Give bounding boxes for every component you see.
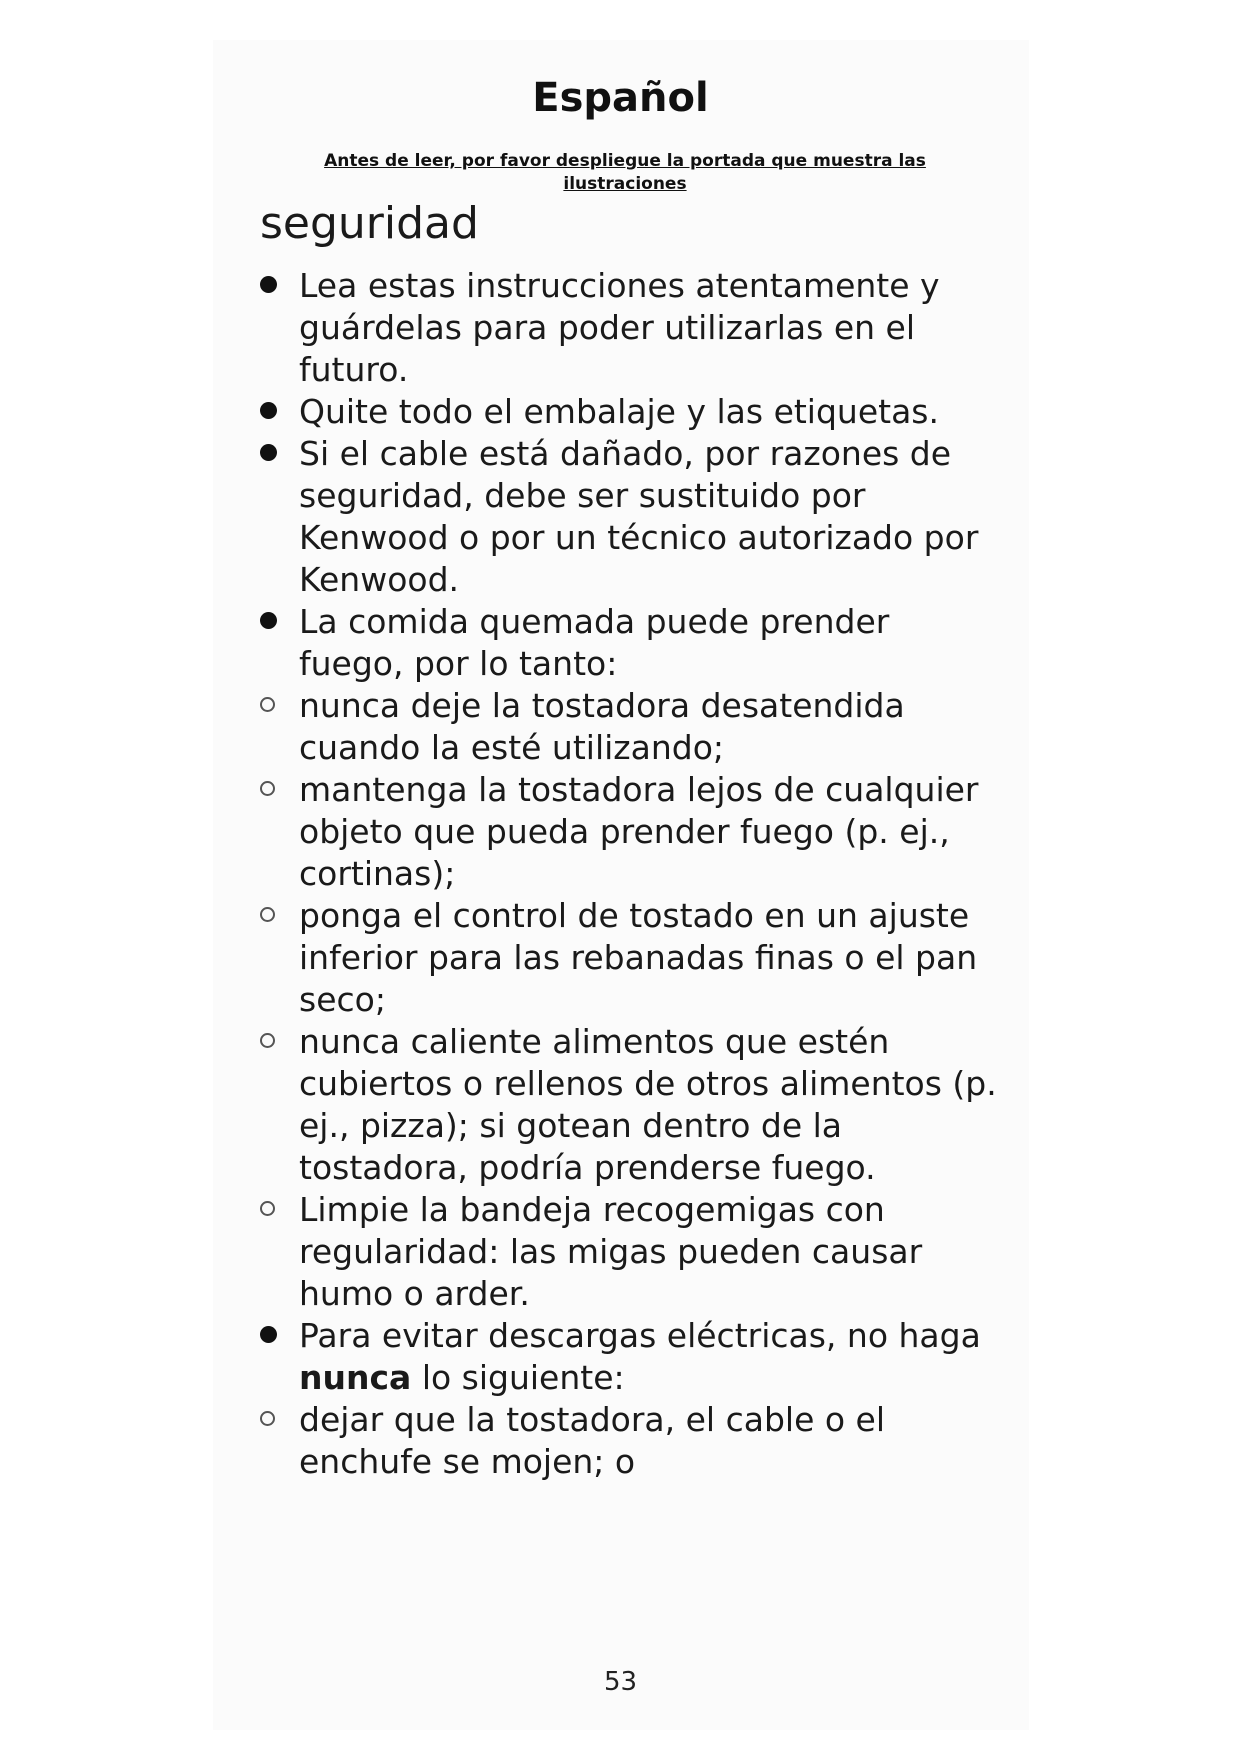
safety-item-text-before: Para evitar descargas eléctricas, no haga	[299, 1316, 981, 1355]
filled-bullet-icon	[260, 1326, 277, 1343]
safety-subitem	[240, 769, 1000, 895]
safety-subitem	[240, 1021, 1000, 1189]
page-heading: Español	[532, 75, 709, 121]
safety-item	[240, 433, 1000, 601]
illustration-notice-text: Antes de leer, por favor despliegue la portada que muestra las ilustraciones	[324, 151, 926, 194]
safety-list	[240, 265, 1000, 1483]
safety-item	[240, 1315, 1000, 1399]
safety-item	[240, 265, 1000, 391]
open-bullet-icon	[260, 907, 275, 922]
safety-item-text: Quite todo el embalaje y las etiquetas.	[299, 392, 939, 431]
safety-subitem	[240, 685, 1000, 769]
open-bullet-icon	[260, 1033, 275, 1048]
filled-bullet-icon	[260, 276, 277, 293]
safety-subitem-text: nunca deje la tostadora desatendida cuando la esté utilizando;	[299, 686, 905, 767]
filled-bullet-icon	[260, 402, 277, 419]
safety-subitem-text: Limpie la bandeja recogemigas con regularidad: las migas pueden causar humo o arder.	[299, 1190, 923, 1313]
open-bullet-icon	[260, 1411, 275, 1426]
safety-item	[240, 391, 1000, 433]
page-number: 53	[603, 1667, 638, 1697]
safety-subitem-text: nunca caliente alimentos que estén cubiertos o rellenos de otros alimentos (p. ej., pizza); si gotean dentro de la tostadora, podría prenderse fuego.	[299, 1022, 997, 1187]
open-bullet-icon	[260, 1201, 275, 1216]
safety-item-text: La comida quemada puede prender fuego, por lo tanto:	[299, 602, 890, 683]
safety-subitem-text: ponga el control de tostado en un ajuste inferior para las rebanadas finas o el pan seco;	[299, 896, 978, 1019]
safety-subitem	[240, 1189, 1000, 1315]
safety-item-text-after: lo siguiente:	[421, 1358, 625, 1397]
safety-subitem-text: mantenga la tostadora lejos de cualquier objeto que pueda prender fuego (p. ej., cortinas);	[299, 770, 979, 893]
safety-item	[240, 601, 1000, 685]
safety-item-text: Lea estas instrucciones atentamente y guárdelas para poder utilizarlas en el futuro.	[299, 266, 940, 389]
safety-subitem	[240, 1399, 1000, 1483]
section-title: seguridad	[260, 198, 479, 249]
safety-subitem	[240, 895, 1000, 1021]
filled-bullet-icon	[260, 444, 277, 461]
safety-item-emphasis: nunca	[299, 1358, 412, 1397]
safety-subitem-text: dejar que la tostadora, el cable o el enchufe se mojen; o	[299, 1400, 886, 1481]
safety-item-text: Si el cable está dañado, por razones de seguridad, debe ser sustituido por Kenwood o por un técnico autorizado por Kenwood.	[299, 434, 979, 599]
open-bullet-icon	[260, 697, 275, 712]
filled-bullet-icon	[260, 612, 277, 629]
open-bullet-icon	[260, 781, 275, 796]
illustration-notice	[310, 150, 940, 196]
